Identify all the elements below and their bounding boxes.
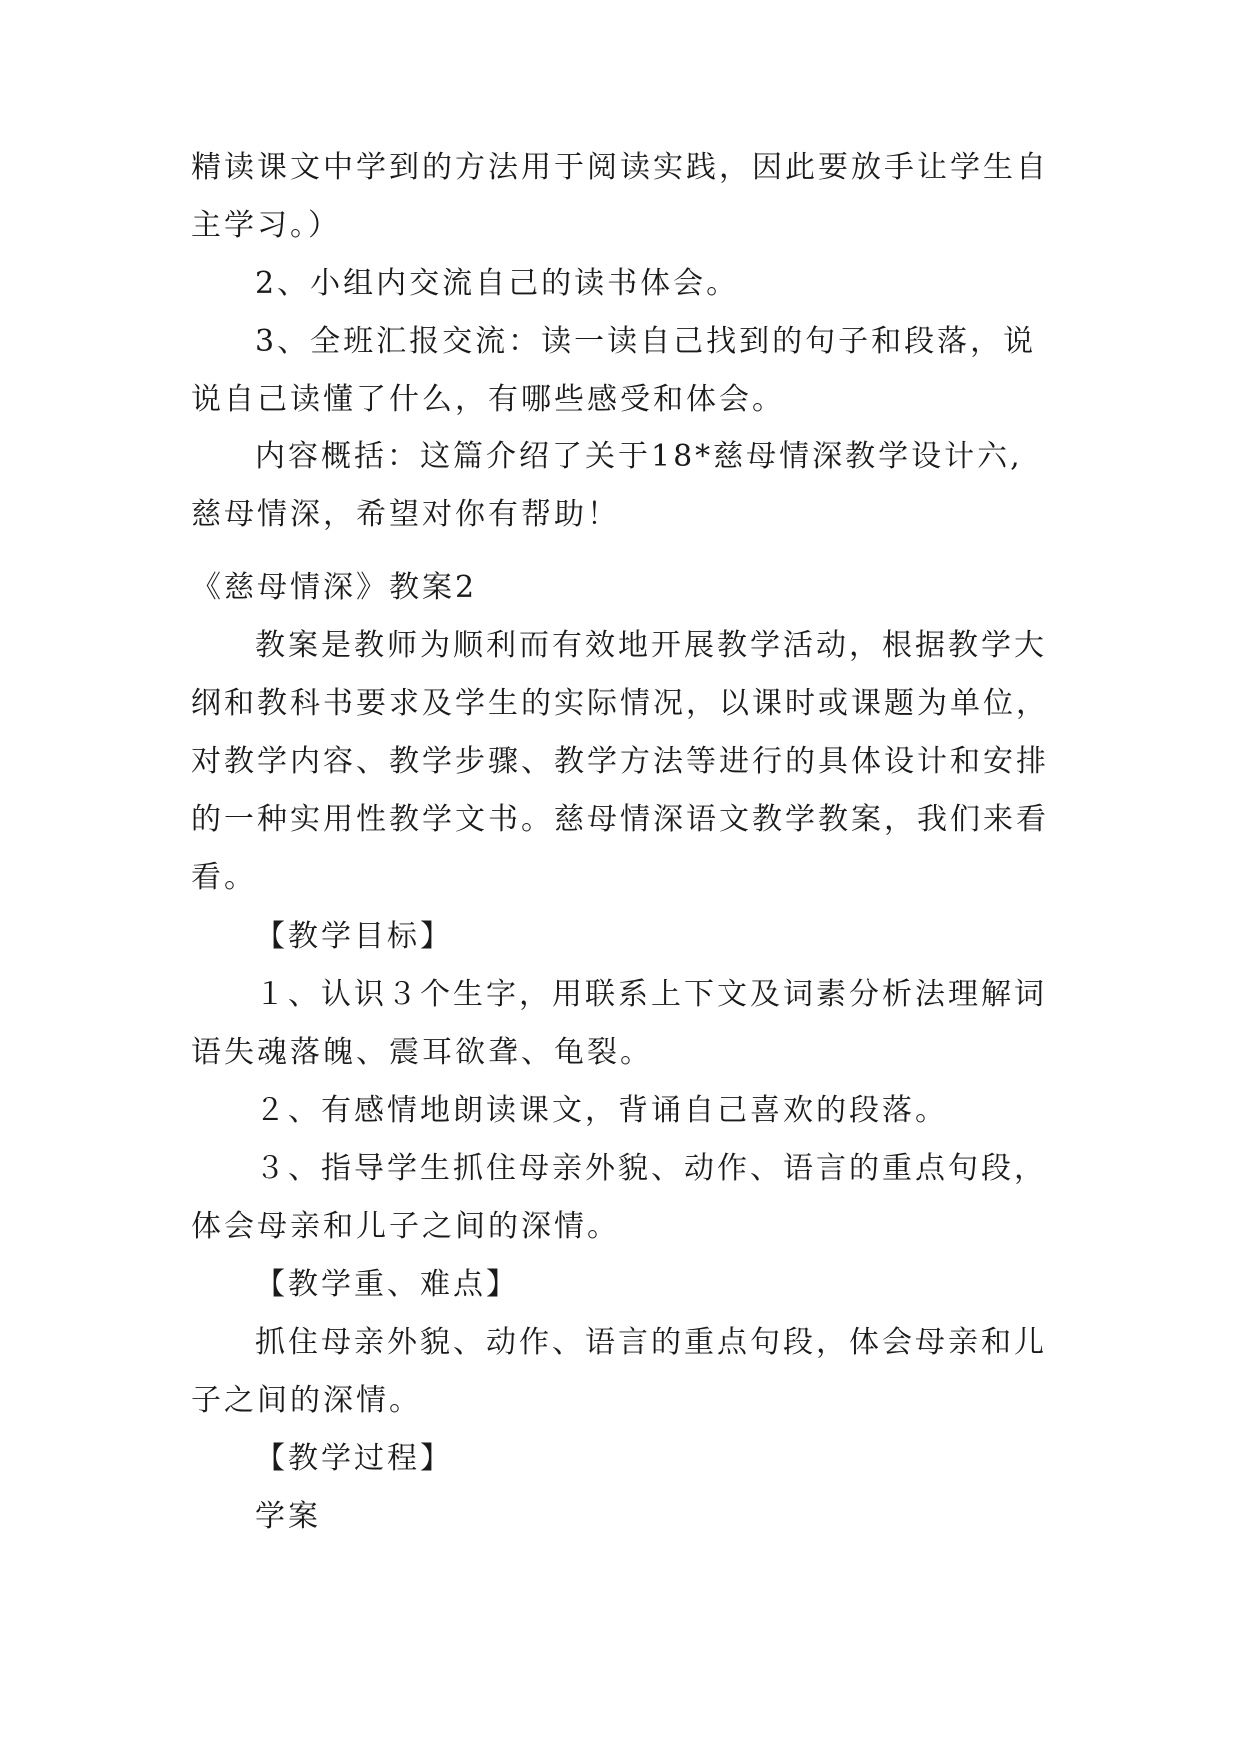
goal-item-3: ３、指导学生抓住母亲外貌、动作、语言的重点句段，体会母亲和儿子之间的深情。 [191, 1151, 1047, 1244]
paragraph-reading-practice: 精读课文中学到的方法用于阅读实践，因此要放手让学生自主学习。） [191, 150, 1049, 243]
goal-item-1: １、认识３个生字，用联系上下文及词素分析法理解词语失魂落魄、震耳欲聋、龟裂。 [191, 977, 1047, 1070]
goal-item-2: ２、有感情地朗读课文，背诵自己喜欢的段落。 [255, 1093, 948, 1128]
section-title: 《慈母情深》教案2 [191, 570, 478, 605]
paragraph-lesson-plan-intro: 教案是教师为顺利而有效地开展教学活动，根据教学大纲和教科书要求及学生的实际情况，以课时或课题为单位，对教学内容、教学步骤、教学方法等进行的具体设计和安排的一种实用性教学文书。慈母情深语文教学教案，我们来看看。 [191, 628, 1049, 895]
paragraph-group-exchange: 2、小组内交流自己的读书体会。 [255, 266, 740, 301]
heading-teaching-goals: 【教学目标】 [255, 919, 453, 954]
heading-teaching-process: 【教学过程】 [255, 1441, 453, 1476]
paragraph-summary: 内容概括：这篇介绍了关于18*慈母情深教学设计六,慈母情深，希望对你有帮助！ [191, 439, 1023, 532]
heading-key-points: 【教学重、难点】 [255, 1267, 519, 1302]
paragraph-class-report: 3、全班汇报交流：读一读自己找到的句子和段落，说说自己读懂了什么，有哪些感受和体会。 [191, 324, 1037, 417]
label-study-plan: 学案 [255, 1499, 321, 1534]
paragraph-key-points: 抓住母亲外貌、动作、语言的重点句段，体会母亲和儿子之间的深情。 [191, 1325, 1047, 1418]
